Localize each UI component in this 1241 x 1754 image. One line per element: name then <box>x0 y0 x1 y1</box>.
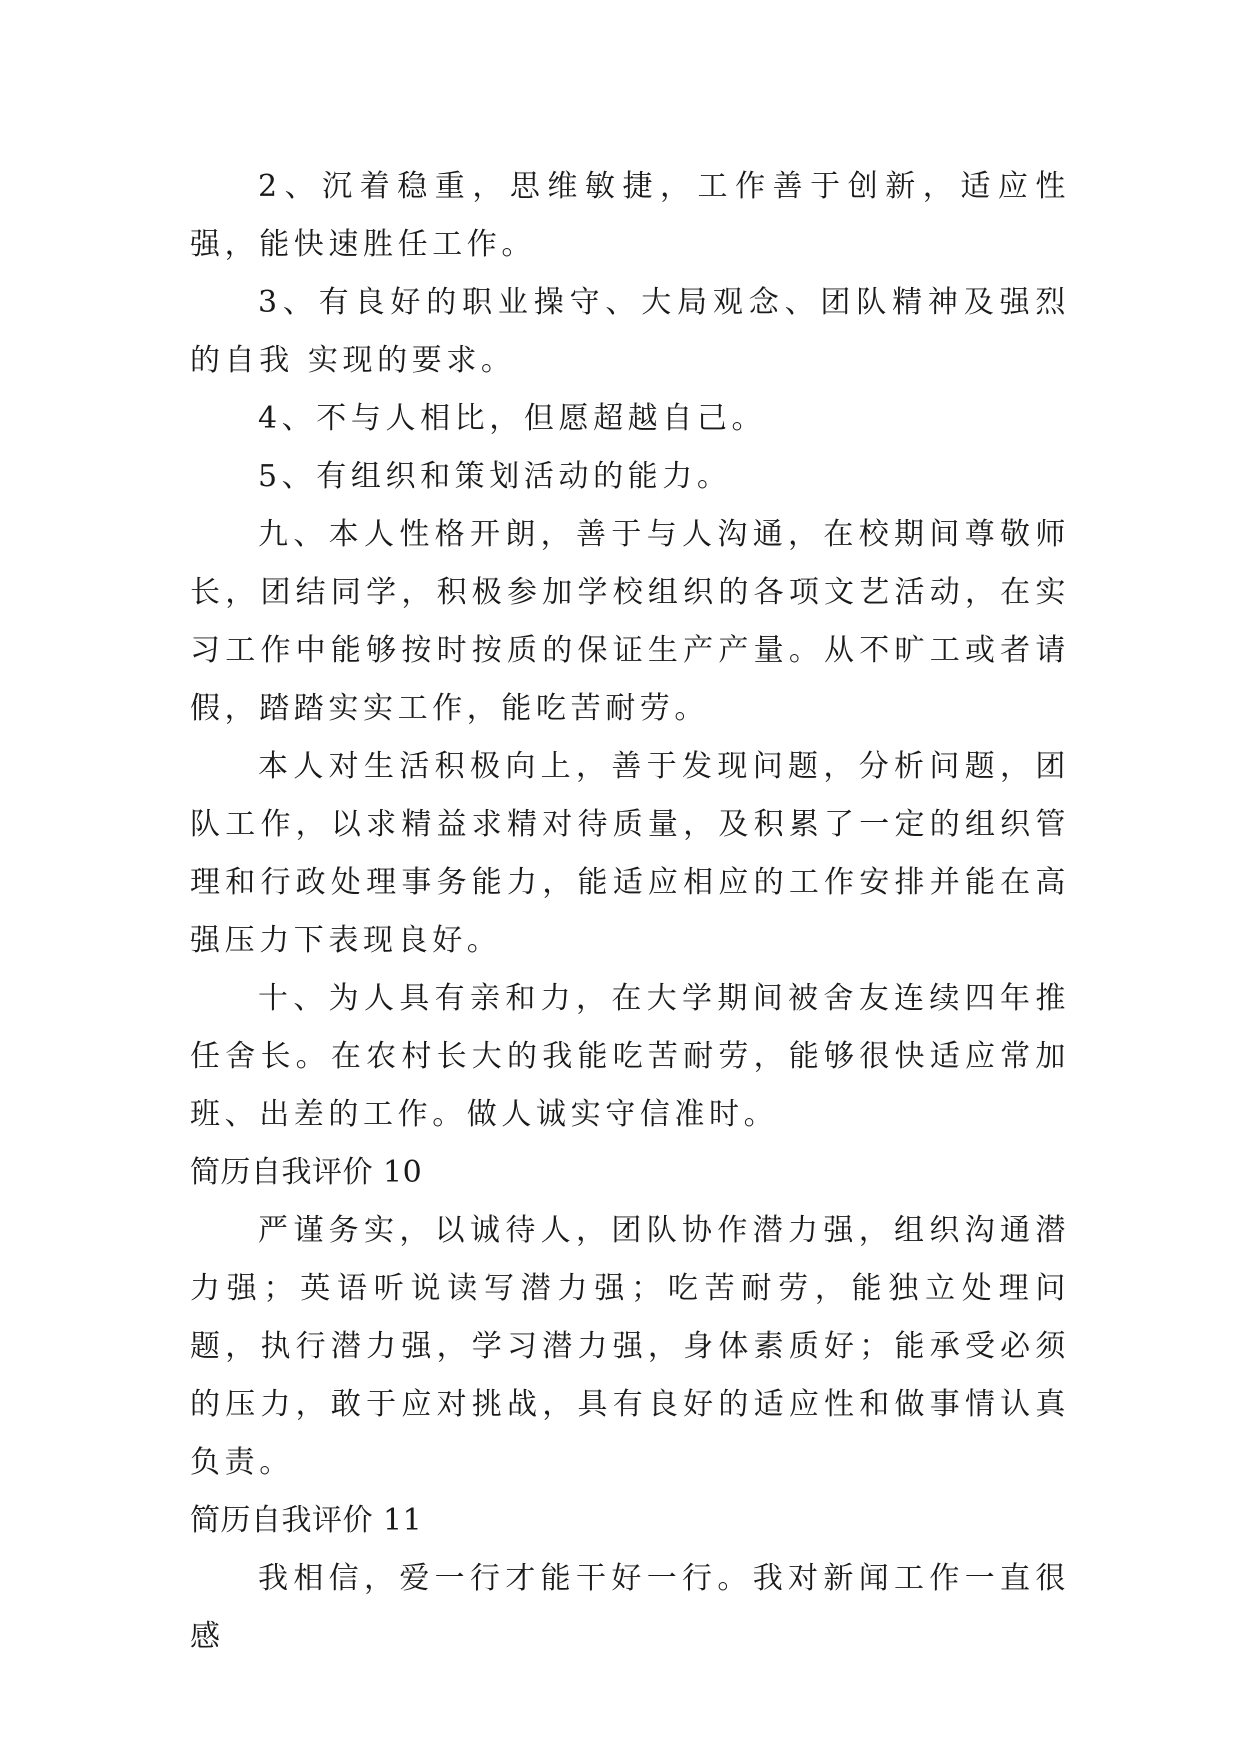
paragraph-item-5: 5、有组织和策划活动的能力。 <box>258 459 732 494</box>
paragraph-item-3: 3、有良好的职业操守、大局观念、团队精神及强烈的自我 实现的要求。 <box>190 285 1070 378</box>
section-heading-10: 简历自我评价 10 <box>190 1155 423 1190</box>
paragraph-nine: 九、本人性格开朗，善于与人沟通，在校期间尊敬师长，团结同学，积极参加学校组织的各项文艺活动，在实习工作中能够按时按质的保证生产产量。从不旷工或者请假，踏踏实实工作，能吃苦耐劳。 <box>190 517 1070 726</box>
section-body-11: 我相信，爱一行才能干好一行。我对新闻工作一直很感 <box>190 1561 1070 1654</box>
paragraph-item-4: 4、不与人相比，但愿超越自己。 <box>258 401 767 436</box>
section-heading-11: 简历自我评价 11 <box>190 1503 423 1538</box>
paragraph-self-attitude: 本人对生活积极向上，善于发现问题，分析问题，团队工作，以求精益求精对待质量，及积累了一定的组织管理和行政处理事务能力，能适应相应的工作安排并能在高强压力下表现良好。 <box>190 749 1070 958</box>
document-body <box>190 158 1070 1666</box>
paragraph-ten: 十、为人具有亲和力，在大学期间被舍友连续四年推任舍长。在农村长大的我能吃苦耐劳，能够很快适应常加班、出差的工作。做人诚实守信准时。 <box>190 981 1070 1132</box>
section-body-10: 严谨务实，以诚待人，团队协作潜力强，组织沟通潜力强；英语听说读写潜力强；吃苦耐劳，能独立处理问题，执行潜力强，学习潜力强，身体素质好；能承受必须的压力，敢于应对挑战，具有良好的适应性和做事情认真负责。 <box>190 1213 1070 1480</box>
paragraph-item-2: 2、沉着稳重，思维敏捷，工作善于创新，适应性强，能快速胜任工作。 <box>190 169 1070 262</box>
